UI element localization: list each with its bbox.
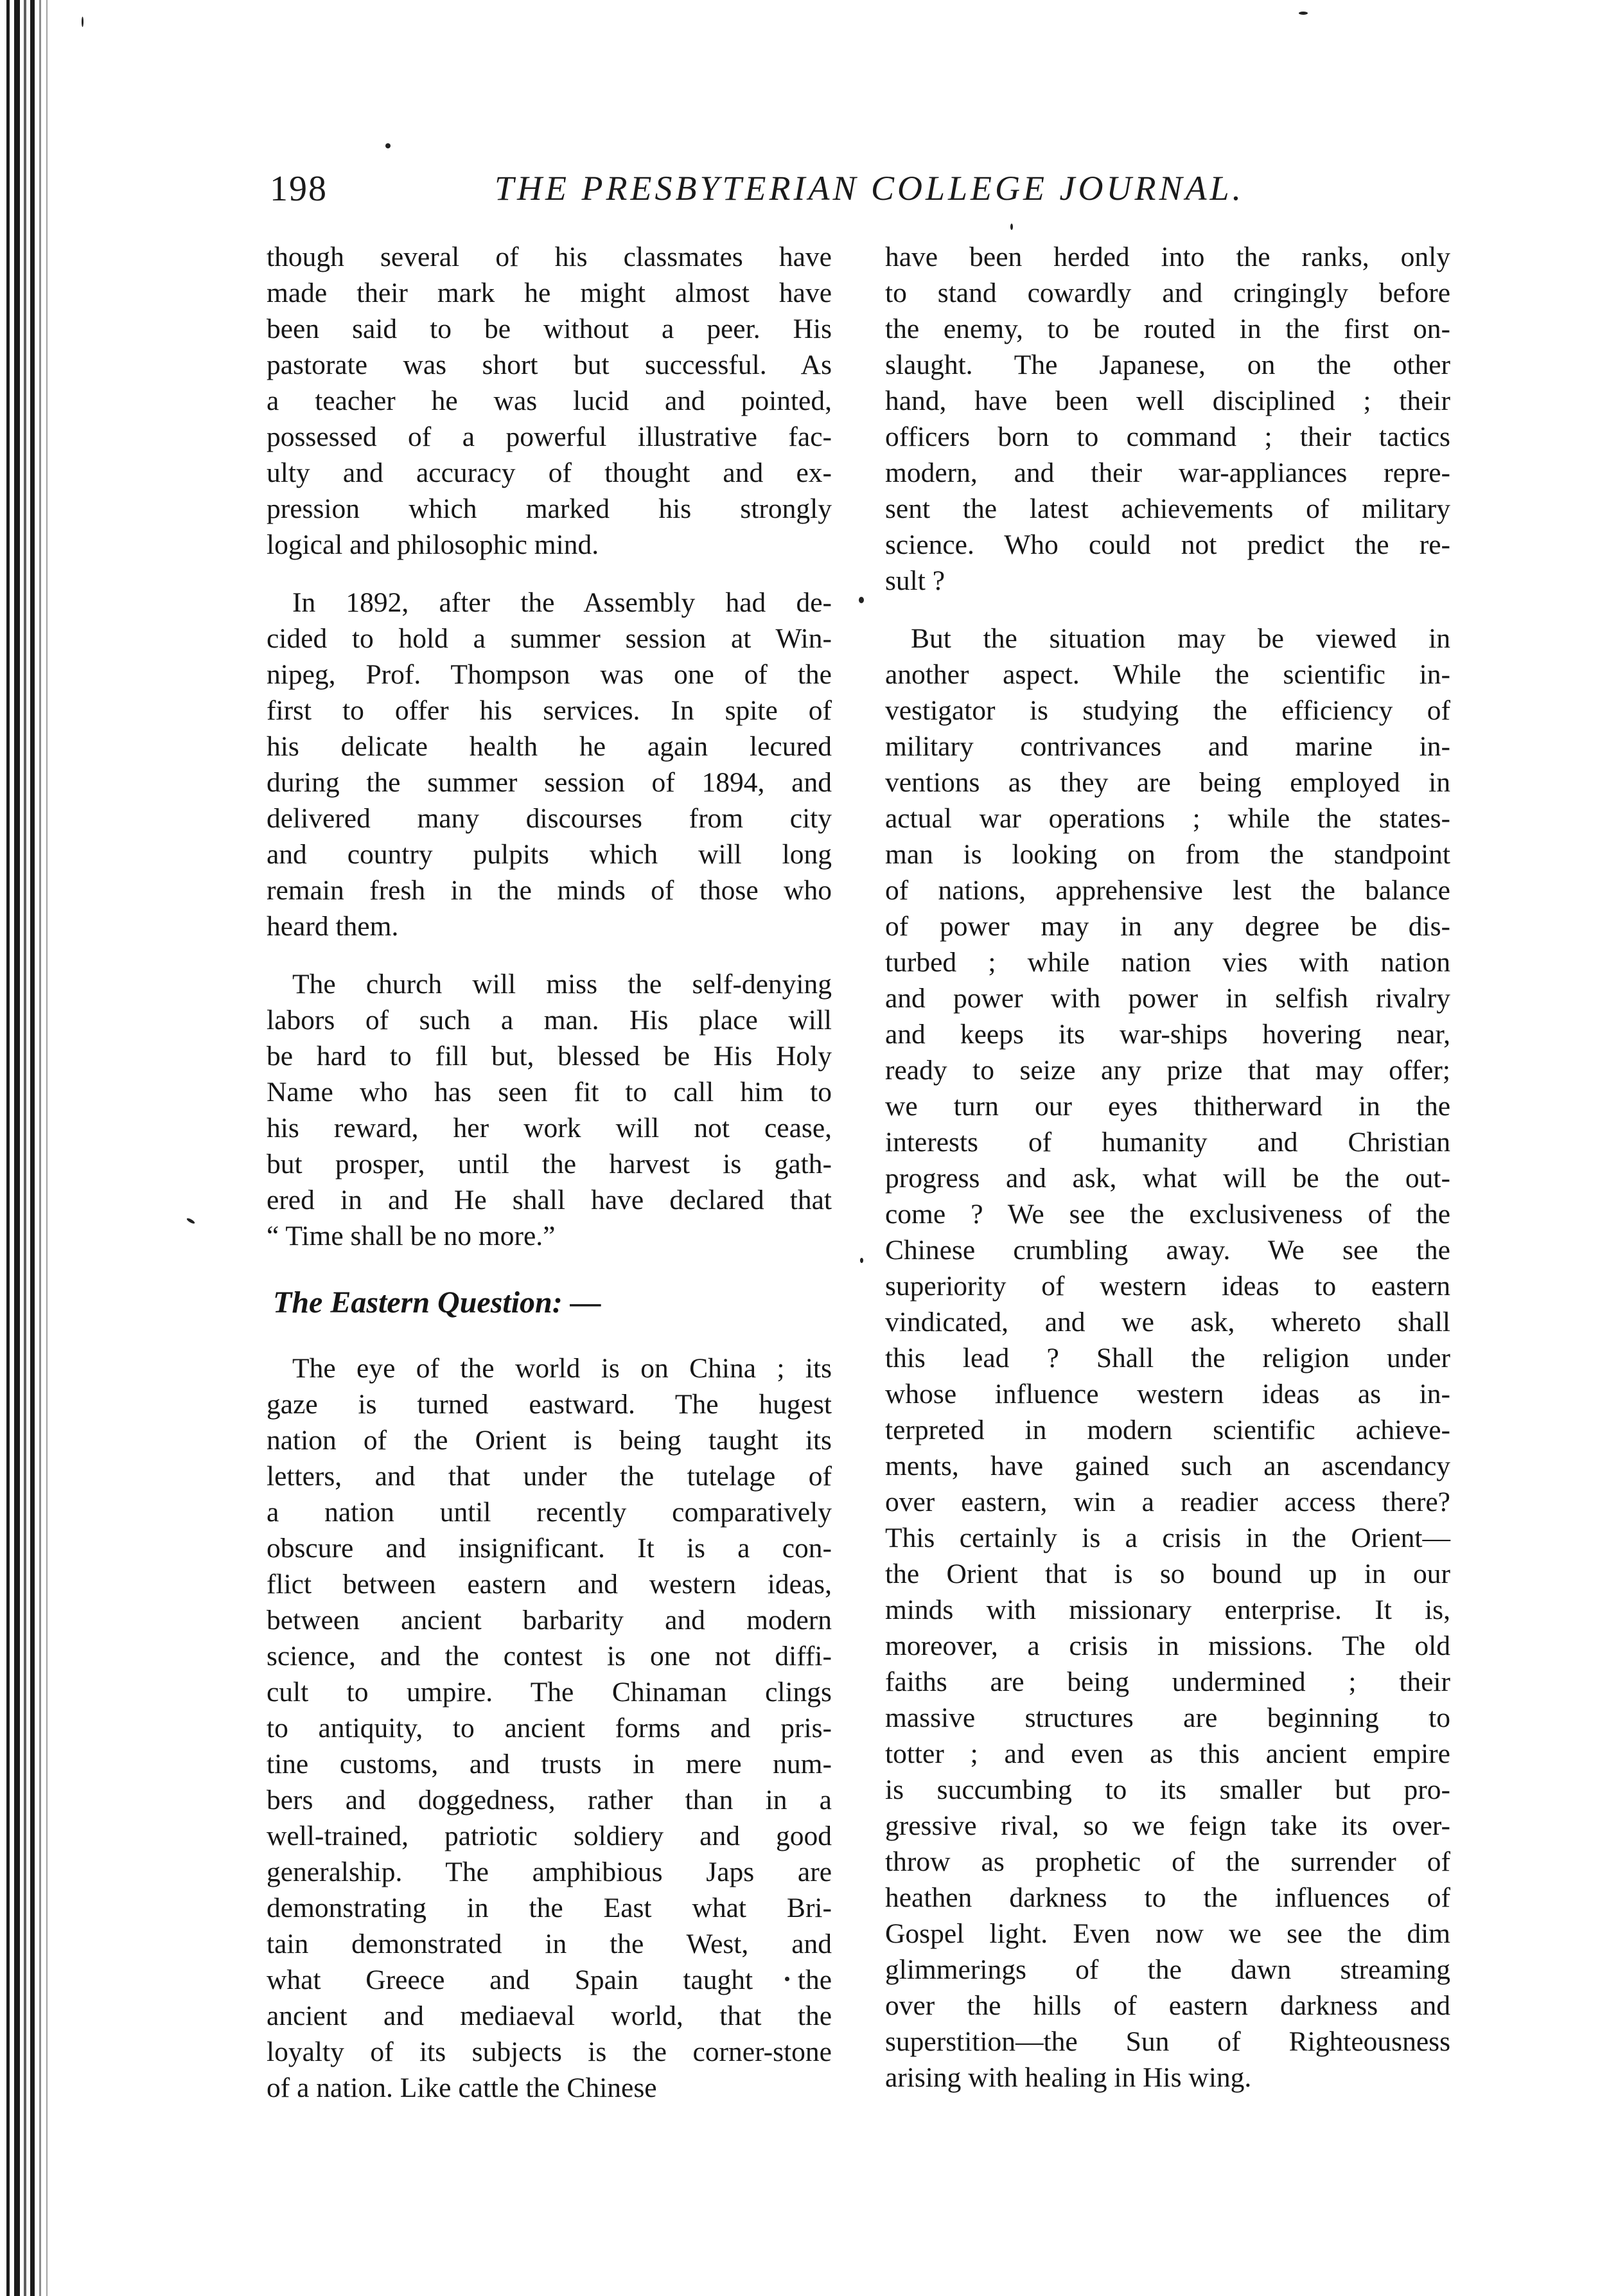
text-line: gaze is turned eastward. The hugest — [267, 1389, 832, 1420]
text-line: arising with healing in His wing. — [885, 2062, 1252, 2093]
text-line: military contrivances and marine in- — [885, 731, 1450, 762]
text-line: modern, and their war-appliances repre- — [885, 457, 1450, 488]
text-line: bers and doggedness, rather than in a — [267, 1785, 832, 1815]
text-line: and keeps its war-ships hovering near, — [885, 1019, 1450, 1050]
text-line: superiority of western ideas to eastern — [885, 1271, 1450, 1302]
text-line: vestigator is studying the efficiency of — [885, 695, 1450, 726]
text-line: labors of such a man. His place will — [267, 1005, 832, 1036]
paragraph — [267, 966, 832, 1254]
text-line: his reward, her work will not cease, — [267, 1113, 832, 1144]
text-line: hand, have been well disciplined ; their — [885, 385, 1450, 416]
text-line: terpreted in modern scientific achieve- — [885, 1415, 1450, 1445]
text-line: “ Time shall be no more.” — [267, 1221, 556, 1251]
scan-speck — [859, 597, 864, 603]
text-line: is succumbing to its smaller but pro- — [885, 1774, 1450, 1805]
text-line: have been herded into the ranks, only — [885, 242, 1450, 272]
text-line: Gospel light. Even now we see the dim — [885, 1918, 1450, 1949]
text-line: ments, have gained such an ascendancy — [885, 1451, 1450, 1481]
text-line: pastorate was short but successful. As — [267, 349, 832, 380]
text-line: his delicate health he again lecured — [267, 731, 832, 762]
text-line: another aspect. While the scientific in- — [885, 659, 1450, 690]
text-line: ventions as they are being employed in — [885, 767, 1450, 798]
text-line: what Greece and Spain taught the — [267, 1965, 832, 1995]
text-line: pression which marked his strongly — [267, 493, 832, 524]
text-line: gressive rival, so we feign take its over- — [885, 1810, 1450, 1841]
text-line: generalship. The amphibious Japs are — [267, 1857, 832, 1887]
text-line: superstition—the Sun of Righteousness — [885, 2026, 1450, 2057]
text-line: The church will miss the self-denying — [292, 969, 832, 1000]
scan-speck — [860, 1258, 863, 1263]
text-line: demonstrating in the East what Bri- — [267, 1893, 832, 1923]
text-line: letters, and that under the tutelage of — [267, 1461, 832, 1492]
text-line: heathen darkness to the influences of — [885, 1882, 1450, 1913]
scanned-binding-edge — [0, 0, 55, 2296]
text-line: But the situation may be viewed in — [911, 623, 1450, 654]
paragraph — [267, 585, 832, 944]
text-line: been said to be without a peer. His — [267, 313, 832, 344]
text-line: delivered many discourses from city — [267, 803, 832, 834]
text-line: interests of humanity and Christian — [885, 1127, 1450, 1158]
text-line: of nations, apprehensive lest the balance — [885, 875, 1450, 906]
text-line: between ancient barbarity and modern — [267, 1605, 832, 1636]
text-line: sent the latest achievements of military — [885, 493, 1450, 524]
text-line: Name who has seen fit to call him to — [267, 1077, 832, 1108]
text-line: well-trained, patriotic soldiery and good — [267, 1821, 832, 1851]
paragraph — [885, 239, 1450, 599]
text-line: sult ? — [885, 565, 945, 596]
text-line: Chinese crumbling away. We see the — [885, 1235, 1450, 1266]
text-line: obscure and insignificant. It is a con- — [267, 1533, 832, 1564]
text-line: over the hills of eastern darkness and — [885, 1990, 1450, 2021]
text-line: slaught. The Japanese, on the other — [885, 349, 1450, 380]
text-line: a nation until recently comparatively — [267, 1497, 832, 1528]
scan-speck — [82, 17, 84, 27]
paragraph — [267, 239, 832, 563]
text-line: vindicated, and we ask, whereto shall — [885, 1307, 1450, 1338]
text-line: of power may in any degree be dis- — [885, 911, 1450, 942]
text-line: cided to hold a summer session at Win- — [267, 623, 832, 654]
text-line: ancient and mediaeval world, that the — [267, 2000, 832, 2031]
text-line: possessed of a powerful illustrative fac- — [267, 421, 832, 452]
text-line: and power with power in selfish rivalry — [885, 983, 1450, 1014]
text-line: to antiquity, to ancient forms and pris- — [267, 1713, 832, 1744]
text-line: This certainly is a crisis in the Orient— — [885, 1523, 1450, 1553]
text-line: heard them. — [267, 911, 399, 942]
running-head — [270, 168, 1490, 220]
text-line: loyalty of its subjects is the corner-stone — [267, 2036, 832, 2067]
text-line: ready to seize any prize that may offer; — [885, 1055, 1450, 1086]
paragraph — [885, 621, 1450, 2096]
text-line: nipeg, Prof. Thompson was one of the — [267, 659, 832, 690]
text-line: cult to umpire. The Chinaman clings — [267, 1677, 832, 1708]
scan-speck — [385, 143, 391, 148]
text-line: we turn our eyes thitherward in the — [885, 1091, 1450, 1122]
text-line: faiths are being undermined ; their — [885, 1666, 1450, 1697]
text-line: nation of the Orient is being taught its — [267, 1425, 832, 1456]
text-line: In 1892, after the Assembly had de- — [292, 587, 832, 618]
section-heading: The Eastern Question: — — [273, 1285, 601, 1320]
text-line: turbed ; while nation vies with nation — [885, 947, 1450, 978]
text-line: over eastern, win a readier access there? — [885, 1487, 1450, 1517]
text-line: the Orient that is so bound up in our — [885, 1559, 1450, 1589]
text-line: man is looking on from the standpoint — [885, 839, 1450, 870]
text-line: actual war operations ; while the states- — [885, 803, 1450, 834]
text-line: this lead ? Shall the religion under — [885, 1343, 1450, 1373]
text-line: made their mark he might almost have — [267, 278, 832, 308]
text-line: first to offer his services. In spite of — [267, 695, 832, 726]
text-line: minds with missionary enterprise. It is, — [885, 1594, 1450, 1625]
text-line: tain demonstrated in the West, and — [267, 1929, 832, 1959]
text-line: officers born to command ; their tactics — [885, 421, 1450, 452]
scan-speck — [1010, 224, 1013, 230]
text-line: come ? We see the exclusiveness of the — [885, 1199, 1450, 1230]
text-line: tine customs, and trusts in mere num- — [267, 1749, 832, 1779]
text-line: whose influence western ideas as in- — [885, 1379, 1450, 1409]
page-number: 198 — [270, 169, 328, 209]
text-line: The eye of the world is on China ; its — [292, 1353, 832, 1384]
paragraph — [267, 1350, 832, 2106]
text-line: a teacher he was lucid and pointed, — [267, 385, 832, 416]
text-line: and country pulpits which will long — [267, 839, 832, 870]
text-line: glimmerings of the dawn streaming — [885, 1954, 1450, 1985]
text-line: ered in and He shall have declared that — [267, 1185, 832, 1215]
text-line: remain fresh in the minds of those who — [267, 875, 832, 906]
journal-title: THE PRESBYTERIAN COLLEGE JOURNAL. — [495, 169, 1245, 208]
text-line: the enemy, to be routed in the first on- — [885, 313, 1450, 344]
text-line: totter ; and even as this ancient empire — [885, 1738, 1450, 1769]
scan-speck — [1299, 12, 1308, 15]
text-line: science, and the contest is one not diffi- — [267, 1641, 832, 1672]
scan-speck — [186, 1217, 196, 1224]
text-line: moreover, a crisis in missions. The old — [885, 1630, 1450, 1661]
text-line: logical and philosophic mind. — [267, 529, 599, 560]
right-column — [885, 239, 1450, 2096]
text-line: be hard to fill but, blessed be His Holy — [267, 1041, 832, 1072]
text-line: during the summer session of 1894, and — [267, 767, 832, 798]
text-line: flict between eastern and western ideas, — [267, 1569, 832, 1600]
text-line: ulty and accuracy of thought and ex- — [267, 457, 832, 488]
text-line: to stand cowardly and cringingly before — [885, 278, 1450, 308]
text-line: of a nation. Like cattle the Chinese — [267, 2072, 657, 2103]
text-line: but prosper, until the harvest is gath- — [267, 1149, 832, 1179]
text-line: progress and ask, what will be the out- — [885, 1163, 1450, 1194]
text-line: though several of his classmates have — [267, 242, 832, 272]
text-line: throw as prophetic of the surrender of — [885, 1846, 1450, 1877]
left-column — [267, 239, 832, 2106]
text-line: massive structures are beginning to — [885, 1702, 1450, 1733]
text-line: science. Who could not predict the re- — [885, 529, 1450, 560]
